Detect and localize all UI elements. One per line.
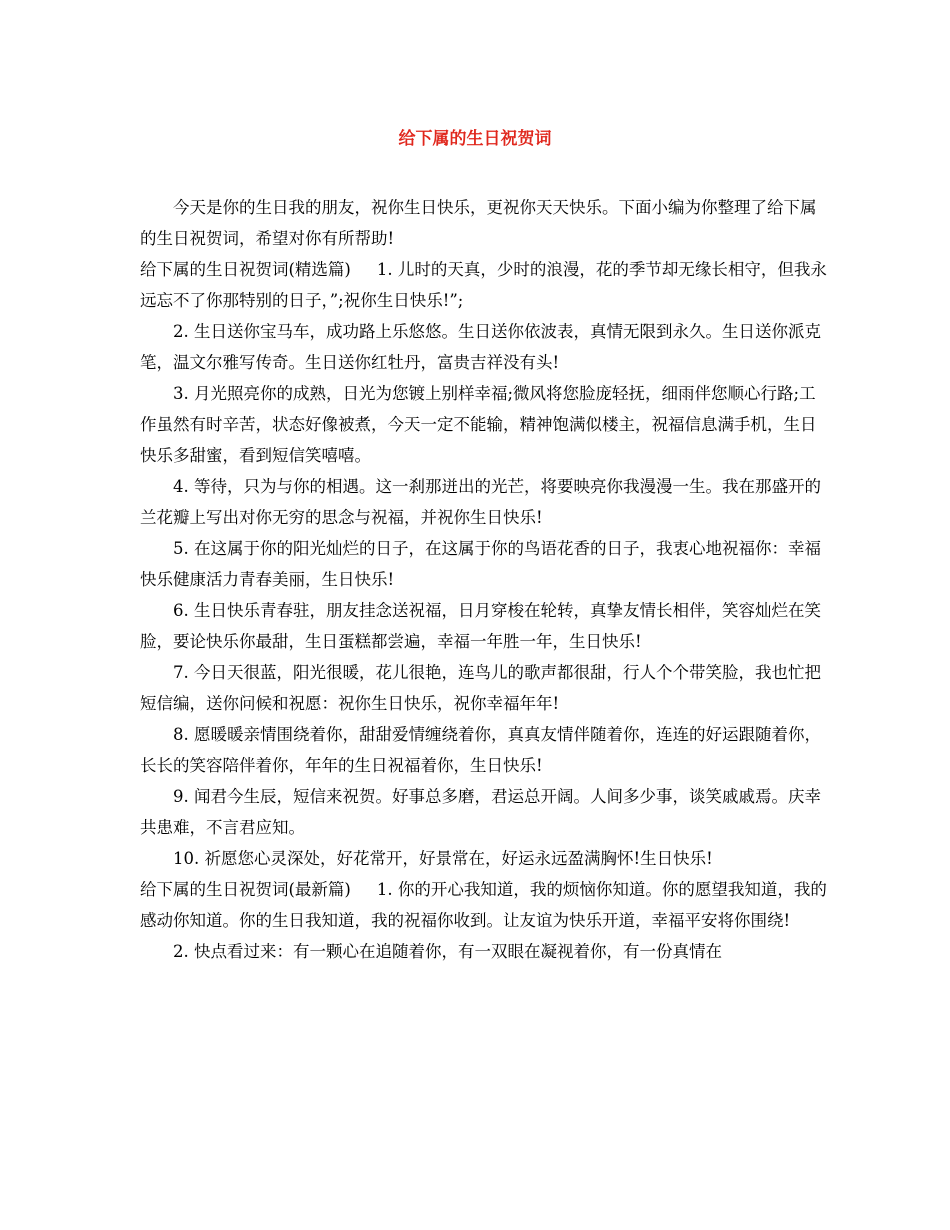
list-item: 8. 愿暖暖亲情围绕着你，甜甜爱情缠绕着你，真真友情伴随着你，连连的好运跟随着你，长长的笑容陪伴着你，年年的生日祝福着你，生日快乐! — [140, 725, 821, 775]
section-2-item-1: 1. 你的开心我知道，我的烦恼你知道。你的愿望我知道，我的感动你知道。你的生日我知道，我的祝福你收到。让友谊为快乐开道，幸福平安将你围绕! — [140, 880, 827, 930]
section-1-first-paragraph — [140, 254, 830, 316]
intro-paragraph: 今天是你的生日我的朋友，祝你生日快乐，更祝你天天快乐。下面小编为你整理了给下属的生日祝贺词，希望对你有所帮助! — [140, 198, 817, 248]
section-2-heading: 给下属的生日祝贺词(最新篇) — [140, 880, 351, 899]
list-item: 2. 快点看过来：有一颗心在追随着你，有一双眼在凝视着你，有一份真情在 — [173, 942, 722, 961]
section-1-heading: 给下属的生日祝贺词(精选篇) — [140, 260, 351, 279]
list-item: 7. 今日天很蓝，阳光很暖，花儿很艳，连鸟儿的歌声都很甜，行人个个带笑脸，我也忙把短信编，送你问候和祝愿：祝你生日快乐，祝你幸福年年! — [140, 663, 821, 713]
document-title: 给下属的生日祝贺词 — [398, 129, 552, 149]
list-item: 2. 生日送你宝马车，成功路上乐悠悠。生日送你依波表，真情无限到永久。生日送你派克笔，温文尔雅写传奇。生日送你红牡丹，富贵吉祥没有头! — [140, 322, 821, 372]
list-item: 3. 月光照亮你的成熟，日光为您镀上别样幸福;微风将您脸庞轻抚，细雨伴您顺心行路;工作虽然有时辛苦，状态好像被煮，今天一定不能输，精神饱满似楼主，祝福信息满手机，生日快乐多甜蜜，看到短信笑嘻嘻。 — [140, 384, 817, 465]
list-item: 10. 祈愿您心灵深处，好花常开，好景常在，好运永远盈满胸怀!生日快乐! — [173, 849, 713, 868]
list-item: 6. 生日快乐青春驻，朋友挂念送祝福，日月穿梭在轮转，真挚友情长相伴，笑容灿烂在笑脸，要论快乐你最甜，生日蛋糕都尝遍，幸福一年胜一年，生日快乐! — [140, 601, 821, 651]
document-body — [140, 192, 830, 967]
section-2-first-paragraph — [140, 874, 830, 936]
list-item: 5. 在这属于你的阳光灿烂的日子，在这属于你的鸟语花香的日子，我衷心地祝福你：幸福快乐健康活力青春美丽，生日快乐! — [140, 539, 821, 589]
section-1-item-1: 1. 儿时的天真，少时的浪漫，花的季节却无缘长相守，但我永远忘不了你那特别的日子，”;祝你生日快乐!”; — [140, 260, 827, 310]
list-item: 4. 等待，只为与你的相遇。这一刹那迸出的光芒，将要映亮你我漫漫一生。我在那盛开的兰花瓣上写出对你无穷的思念与祝福，并祝你生日快乐! — [140, 477, 821, 527]
list-item: 9. 闻君今生辰，短信来祝贺。好事总多磨，君运总开阔。人间多少事，谈笑戚戚焉。庆幸共患难，不言君应知。 — [140, 787, 821, 837]
